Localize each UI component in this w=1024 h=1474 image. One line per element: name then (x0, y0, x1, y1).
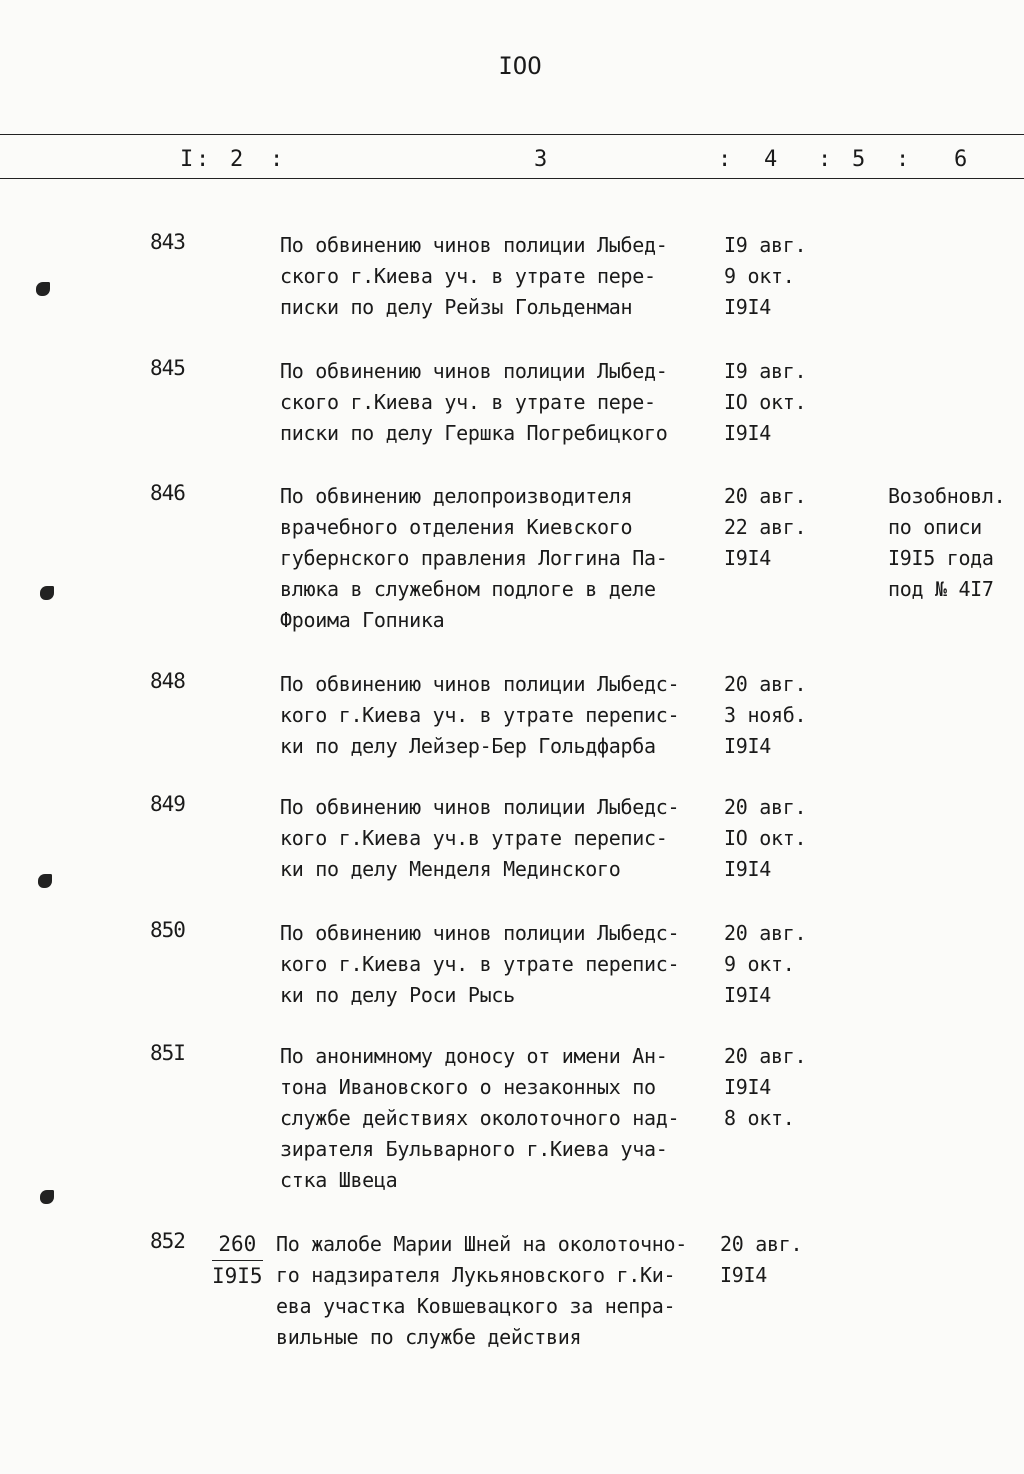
column-header-2: 2 (230, 147, 244, 172)
entry-number: 845 (150, 356, 185, 380)
header-rule-top (0, 134, 1024, 135)
page-number: IOO (498, 52, 542, 80)
entry-dates: 20 авг. IO окт. I9I4 (724, 795, 807, 881)
binding-hole-mark (38, 874, 52, 888)
entry-dates: 20 авг. 3 нояб. I9I4 (724, 672, 807, 758)
entry-dates: 20 авг. I9I4 8 окт. (724, 1044, 807, 1130)
column-header-5: 5 (852, 147, 866, 172)
entry-note: Возобновл. по описи I9I5 года под № 4I7 (888, 484, 1006, 601)
entry-description: По обвинению делопроизводителя врачебного отделения Киевского губернского правления Логгина Па- влюка в служебном подлоге в деле Фроима Гопника (280, 484, 668, 632)
entry-number: 852 (150, 1229, 185, 1253)
entry-description: По обвинению чинов полиции Лыбед- ского г.Киева уч. в утрате пере- писки по делу Рейзы Гольденман (280, 233, 668, 319)
entry-number: 849 (150, 792, 185, 816)
binding-hole-mark (36, 282, 50, 296)
column-header-4: 4 (764, 147, 778, 172)
entry-description: По обвинению чинов полиции Лыбедс- кого г.Киева уч.в утрате перепис- ки по делу Менделя Мединского (280, 795, 680, 881)
entry-number: 850 (150, 918, 185, 942)
entry-number: 843 (150, 230, 185, 254)
column-separator: : (718, 147, 732, 172)
entry-number: 846 (150, 481, 185, 505)
entry-description: По жалобе Марии Шней на околоточно- го надзирателя Лукьяновского г.Ки- ева участка Ковшевацкого за непра- вильные по службе действия (276, 1232, 687, 1349)
entry-number: 85I (150, 1041, 185, 1065)
entry-dates: I9 авг. 9 окт. I9I4 (724, 233, 807, 319)
entry-dates: 20 авг. 22 авг. I9I4 (724, 484, 807, 570)
column-header-6: 6 (954, 147, 968, 172)
column-separator: : (818, 147, 832, 172)
entry-case-reference (212, 1229, 263, 1292)
entry-dates: I9 авг. IO окт. I9I4 (724, 359, 807, 445)
case-reference-year: I9I5 (212, 1264, 263, 1288)
entry-description: По обвинению чинов полиции Лыбедс- кого г.Киева уч. в утрате перепис- ки по делу Лейзер-Бер Гольдфарба (280, 672, 680, 758)
entry-description: По обвинению чинов полиции Лыбедс- кого г.Киева уч. в утрате перепис- ки по делу Роси Рысь (280, 921, 680, 1007)
column-separator: : (196, 147, 210, 172)
column-separator: : (896, 147, 910, 172)
entry-number: 848 (150, 669, 185, 693)
column-separator: : (270, 147, 284, 172)
binding-hole-mark (40, 1190, 54, 1204)
entry-description: По анонимному доносу от имени Ан- тона Ивановского о незаконных по службе действиях околоточного над- зирателя Бульварного г.Киева уча- стка Швеца (280, 1044, 680, 1192)
column-header-3: 3 (534, 147, 548, 172)
entry-dates: 20 авг. 9 окт. I9I4 (724, 921, 807, 1007)
entry-dates: 20 авг. I9I4 (720, 1232, 803, 1287)
entry-description: По обвинению чинов полиции Лыбед- ского г.Киева уч. в утрате пере- писки по делу Гершка Погребицкого (280, 359, 668, 445)
case-reference-number: 260 (212, 1229, 263, 1261)
column-header-1: I (180, 147, 194, 172)
header-rule-bottom (0, 178, 1024, 179)
binding-hole-mark (40, 586, 54, 600)
